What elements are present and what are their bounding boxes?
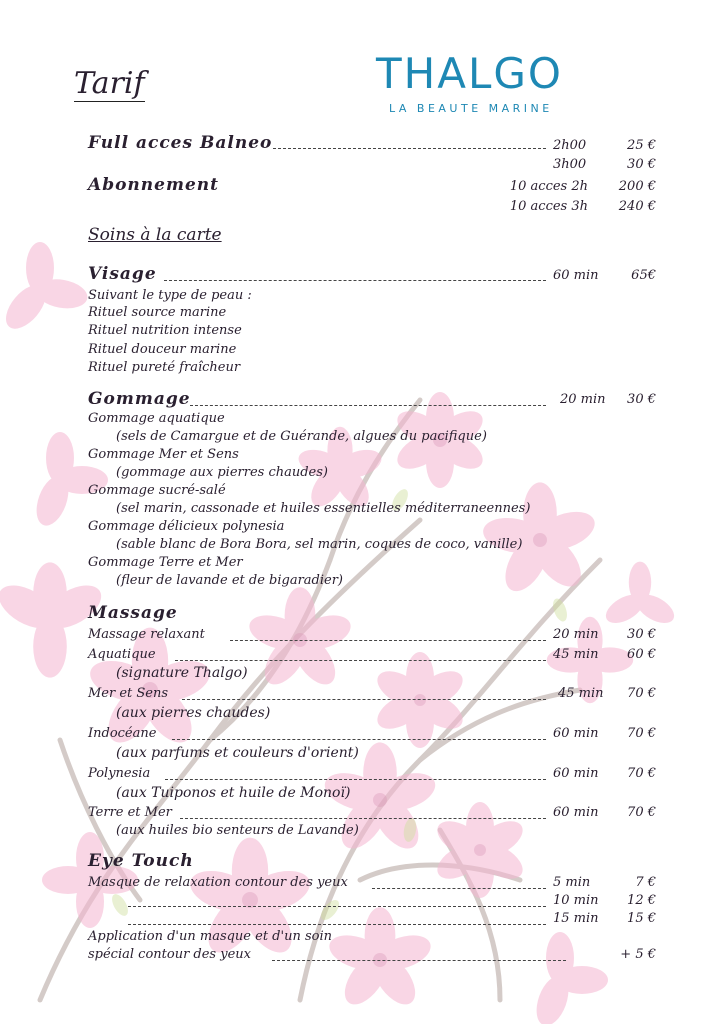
gommage-item-name: Gommage Mer et Sens <box>88 447 239 462</box>
massage-item-duration: 60 min <box>553 726 599 741</box>
eye-duration: 10 min <box>553 893 599 908</box>
massage-item-duration: 20 min <box>553 627 599 642</box>
abonnement-duration: 10 acces 3h <box>509 199 588 214</box>
massage-item-name: Mer et Sens <box>88 686 169 701</box>
gommage-duration: 20 min <box>560 392 606 407</box>
massage-item-desc: (aux Tuiponos et huile de Monoï) <box>116 785 351 801</box>
visage-title: Visage <box>88 264 157 284</box>
visage-item: Rituel nutrition intense <box>88 323 242 338</box>
eye-duration: 15 min <box>553 911 599 926</box>
balneo-title: Full acces Balneo <box>88 133 273 153</box>
gommage-price: 30 € <box>627 392 656 407</box>
eye-price: 15 € <box>627 911 656 926</box>
dotted-leader <box>172 739 546 740</box>
massage-item-duration: 45 min <box>553 647 599 662</box>
dotted-leader <box>372 888 546 889</box>
massage-title: Massage <box>88 603 178 623</box>
massage-item-price: 70 € <box>627 726 656 741</box>
massage-item-price: 60 € <box>627 647 656 662</box>
dotted-leader <box>165 779 546 780</box>
massage-item-duration: 60 min <box>553 766 599 781</box>
gommage-item-name: Gommage sucré-salé <box>88 483 226 498</box>
massage-item-desc: (signature Thalgo) <box>116 665 248 681</box>
gommage-title: Gommage <box>88 389 191 409</box>
massage-item-price: 70 € <box>627 686 656 701</box>
balneo-duration: 2h00 <box>553 138 587 153</box>
gommage-item-desc: (sable blanc de Bora Bora, sel marin, coques de coco, vanille) <box>116 537 523 552</box>
massage-item-desc: (aux huiles bio senteurs de Lavande) <box>116 823 359 838</box>
gommage-item-name: Gommage Terre et Mer <box>88 555 243 570</box>
abonnement-price: 200 € <box>618 179 656 194</box>
dotted-leader <box>190 405 546 406</box>
dotted-leader <box>230 640 546 641</box>
dotted-leader <box>164 280 546 281</box>
eye-mask-label: Masque de relaxation contour des yeux <box>88 875 348 890</box>
visage-duration: 60 min <box>553 268 599 283</box>
balneo-price: 30 € <box>627 157 656 172</box>
dotted-leader <box>273 148 546 149</box>
soins-title: Soins à la carte <box>88 225 222 245</box>
massage-item-name: Aquatique <box>88 647 156 662</box>
gommage-item-desc: (sel marin, cassonade et huiles essentielles méditerraneennes) <box>116 501 531 516</box>
eye-application-line: spécial contour des yeux <box>88 947 251 962</box>
abonnement-title: Abonnement <box>88 175 219 195</box>
dotted-leader <box>272 960 566 961</box>
gommage-item-desc: (gommage aux pierres chaudes) <box>116 465 328 480</box>
massage-item-desc: (aux pierres chaudes) <box>116 705 271 721</box>
dotted-leader <box>182 699 546 700</box>
logo-tagline: LA BEAUTE MARINE <box>389 102 553 115</box>
massage-item-duration: 45 min <box>558 686 604 701</box>
eye-duration: 5 min <box>553 875 591 890</box>
visage-item: Suivant le type de peau : <box>88 288 252 303</box>
eye-application-price: + 5 € <box>620 947 656 962</box>
dotted-leader <box>128 906 546 907</box>
massage-item-duration: 60 min <box>553 805 599 820</box>
balneo-price: 25 € <box>627 138 656 153</box>
massage-item-price: 70 € <box>627 766 656 781</box>
gommage-item-desc: (sels de Camargue et de Guérande, algues du pacifique) <box>116 429 487 444</box>
visage-item: Rituel douceur marine <box>88 342 237 357</box>
gommage-item-name: Gommage aquatique <box>88 411 225 426</box>
massage-item-price: 70 € <box>627 805 656 820</box>
visage-item: Rituel pureté fraîcheur <box>88 360 241 375</box>
visage-item: Rituel source marine <box>88 305 227 320</box>
visage-price: 65€ <box>631 268 656 283</box>
thalgo-logo <box>376 49 591 122</box>
abonnement-price: 240 € <box>618 199 656 214</box>
dotted-leader <box>180 818 546 819</box>
abonnement-duration: 10 acces 2h <box>509 179 588 194</box>
eye-price: 12 € <box>627 893 656 908</box>
massage-item-name: Terre et Mer <box>88 805 172 820</box>
eye-application-line: Application d'un masque et d'un soin <box>88 929 332 944</box>
massage-item-name: Indocéane <box>88 726 157 741</box>
balneo-duration: 3h00 <box>553 157 587 172</box>
eye-touch-title: Eye Touch <box>88 851 194 871</box>
page-title: Tarif <box>74 66 145 101</box>
massage-item-price: 30 € <box>627 627 656 642</box>
eye-price: 7 € <box>635 875 656 890</box>
massage-item-name: Massage relaxant <box>88 627 205 642</box>
logo-brand: THALGO <box>376 49 563 98</box>
dotted-leader <box>175 660 546 661</box>
massage-item-name: Polynesia <box>88 766 151 781</box>
gommage-item-desc: (fleur de lavande et de bigaradier) <box>116 573 343 588</box>
dotted-leader <box>128 924 546 925</box>
massage-item-desc: (aux parfums et couleurs d'orient) <box>116 745 359 761</box>
gommage-item-name: Gommage délicieux polynesia <box>88 519 285 534</box>
